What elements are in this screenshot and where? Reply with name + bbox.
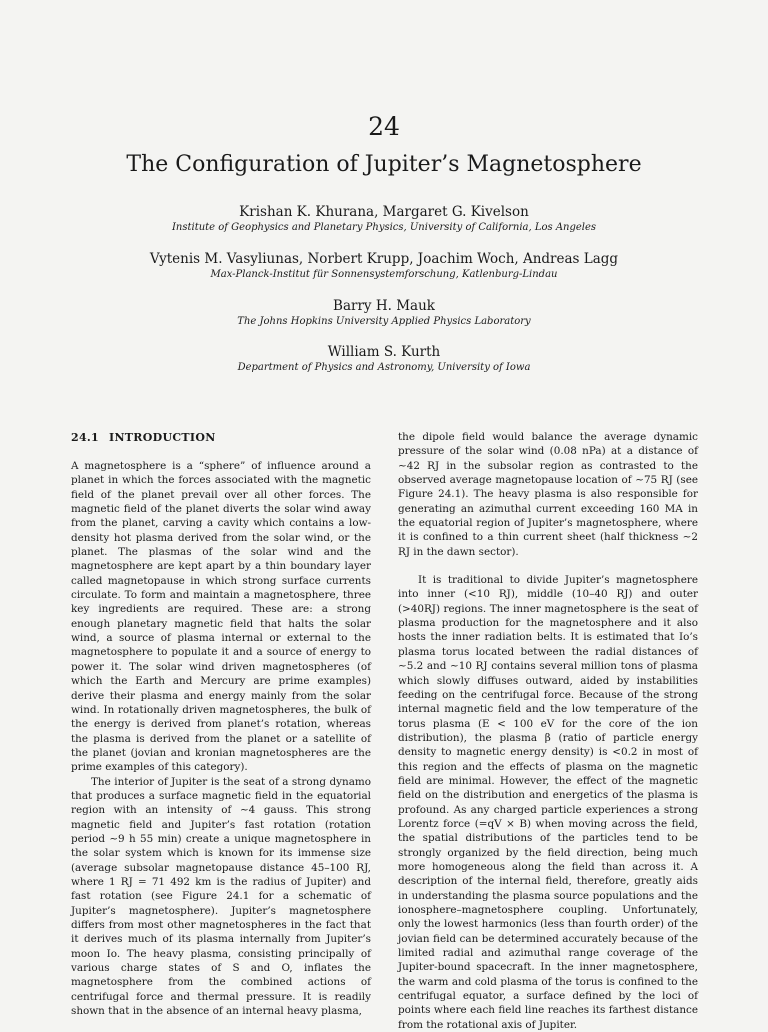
author-names: Vytenis M. Vasyliunas, Norbert Krupp, Joachim Woch, Andreas Lagg [149, 251, 619, 267]
author-affiliation: Department of Physics and Astronomy, University of Iowa [237, 362, 531, 373]
section-number: 24.1 [71, 431, 99, 444]
paragraph-3: It is traditional to divide Jupiter’s magnetosphere into inner (<10 RJ), middle (10–40 RJ) and outer (>40RJ) regions. The inner magnetosphere is the seat of plasma production for the magnetosphere and it also hosts the inner radiation belts. It is estimated that Io’s plasma torus located between the radial distances of ∼5.2 and ∼10 RJ contains several million tons of plasma which slowly diffuses outward, aided by instabilities feeding on the centrifugal force. Because of the strong internal magnetic field and the low temperature of the torus plasma (E < 100 eV for the core of the ion distribution), the plasma β (ratio of particle energy density to magnetic energy density) is <0.2 in most of this region and the effects of plasma on the magnetic field are minimal. However, the effect of the magnetic field on the distribution and energetics of the plasma is profound. As any charged particle experiences a strong Lorentz force (=qV × B) when moving across the field, the spatial distributions of the particles tend to be strongly organized by the field direction, being much more homogeneous along the field than across it. A description of the internal field, therefore, greatly aids in understanding the plasma source populations and the ionosphere–magnetosphere coupling. Unfortunately, only the lowest harmonics (less than fourth order) of the jovian field can be determined accurately because of the limited radial and azimuthal range coverage of the Jupiter-bound spacecraft. In the inner magnetosphere, the warm and cold plasma of the torus is confined to the centrifugal equator, a surface defined by the loci of points where each field line reaches its farthest distance from the rotational axis of Jupiter. [398, 574, 698, 1031]
author-names: William S. Kurth [327, 344, 441, 360]
author-group-1 [0, 203, 768, 235]
author-affiliation: Institute of Geophysics and Planetary Physics, University of California, Los Angeles [171, 222, 597, 233]
author-names: Krishan K. Khurana, Margaret G. Kivelson [239, 204, 529, 220]
author-group-2 [0, 250, 768, 282]
chapter-title: The Configuration of Jupiter’s Magnetosphere [126, 152, 642, 177]
author-affiliation: The Johns Hopkins University Applied Physics Laboratory [237, 316, 531, 327]
author-group-3 [0, 297, 768, 329]
author-group-4 [0, 343, 768, 375]
paragraph-2-continued: the dipole field would balance the average dynamic pressure of the solar wind (0.08 nPa) at a distance of ∼42 RJ in the subsolar region as contrasted to the observed average magnetopause location of ∼75 RJ (see Figure 24.1). The heavy plasma is also responsible for generating an azimuthal current exceeding 160 MA in the equatorial region of Jupiter’s magnetosphere, where it is confined to a thin current sheet (half thickness ∼2 RJ in the dawn sector). [398, 431, 698, 558]
author-names: Barry H. Mauk [333, 298, 435, 314]
paragraph-2: The interior of Jupiter is the seat of a strong dynamo that produces a surface magnetic field in the equatorial region with an intensity of ∼4 gauss. This strong magnetic field and Jupiter’s fast rotation (rotation period ∼9 h 55 min) create a unique magnetosphere in the solar system which is known for its immense size (average subsolar magnetopause distance 45–100 RJ, where 1 RJ = 71 492 km is the radius of Jupiter) and fast rotation (see Figure 24.1 for a schematic of Jupiter’s magnetosphere). Jupiter’s magnetosphere differs from most other magnetospheres in the fact that it derives much of its plasma internally from Jupiter’s moon Io. The heavy plasma, consisting principally of various charge states of S and O, inflates the magnetosphere from the combined actions of centrifugal force and thermal pressure. It is readily shown that in the absence of an internal heavy plasma, [71, 775, 371, 1018]
section-heading [71, 430, 371, 446]
chapter-number: 24 [368, 112, 400, 141]
left-column [71, 430, 371, 1018]
paragraph-1: A magnetosphere is a “sphere” of influence around a planet in which the forces associated with the magnetic field of the planet prevail over all other forces. The magnetic field of the planet diverts the solar wind away from the planet, carving a cavity which contains a low-density hot plasma derived from the solar wind, or the planet. The plasmas of the solar wind and the magnetosphere are kept apart by a thin boundary layer called magnetopause in which strong surface currents circulate. To form and maintain a magnetosphere, three key ingredients are required. These are: a strong enough planetary magnetic field that halts the solar wind, a source of plasma internal or external to the magnetosphere to populate it and a source of energy to power it. The solar wind driven magnetospheres (of which the Earth and Mercury are prime examples) derive their plasma and energy mainly from the solar wind. In rotationally driven magnetospheres, the bulk of the energy is derived from planet’s rotation, whereas the plasma is derived from the planet or a satellite of the planet (jovian and kronian magnetospheres are the prime examples of this category). [71, 460, 371, 774]
section-title: INTRODUCTION [109, 431, 216, 444]
right-column [398, 430, 698, 1032]
author-affiliation: Max-Planck-Institut für Sonnensystemforschung, Katlenburg-Lindau [210, 269, 558, 280]
